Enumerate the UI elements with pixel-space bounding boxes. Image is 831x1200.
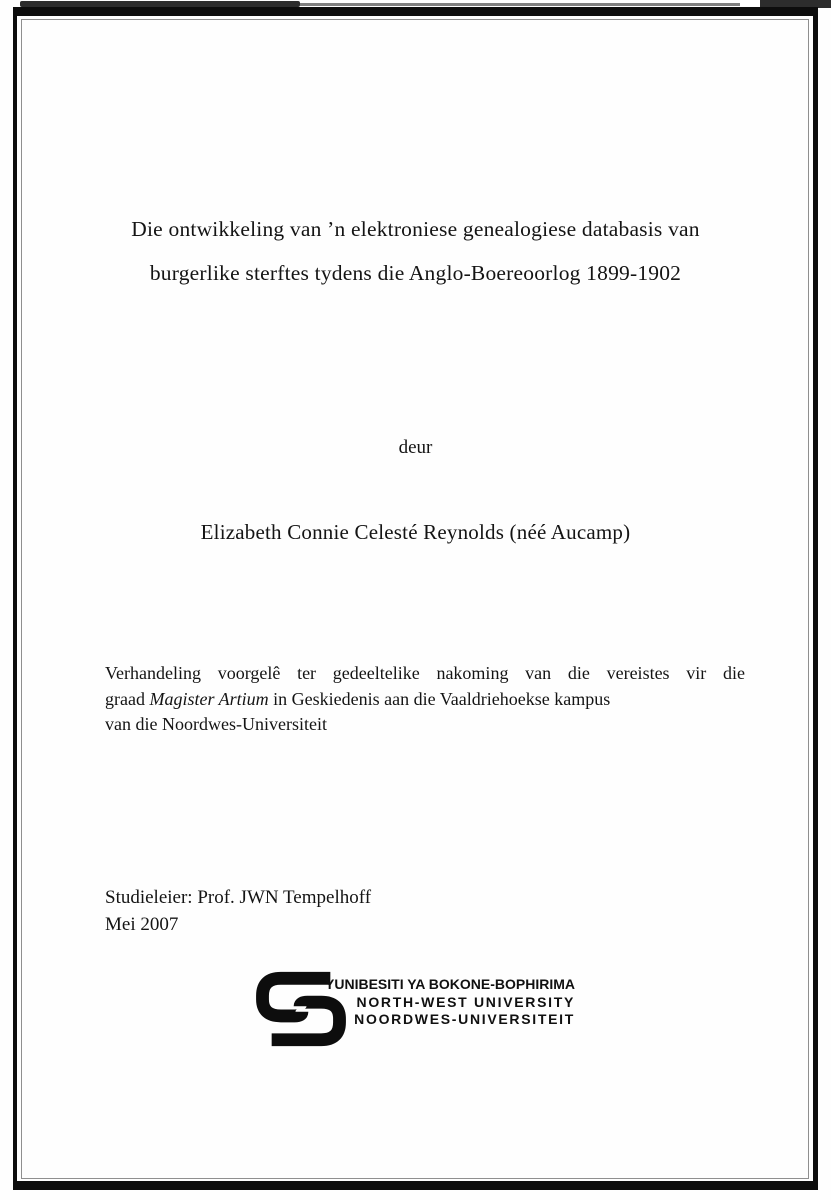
date-line: Mei 2007	[105, 914, 179, 935]
submission-degree-italic: Magister Artium	[149, 688, 269, 709]
logo-line-english: NORTH-WEST UNIVERSITY	[356, 993, 575, 1010]
thesis-title-line1: Die ontwikkeling van ’n elektroniese genealogiese databasis van	[131, 217, 700, 241]
submission-line2-suffix: in Geskiedenis aan die Vaaldriehoekse kampus	[268, 688, 611, 709]
submission-line3: van die Noordwes-Universiteit	[105, 714, 327, 734]
supervisor-line: Studieleier: Prof. JWN Tempelhoff	[105, 887, 372, 908]
supervisor-date-block	[105, 884, 371, 938]
logo-line-setswana: YUNIBESITI YA BOKONE-BOPHIRIMA	[325, 976, 575, 992]
submission-statement	[105, 661, 745, 738]
thesis-title-line2: burgerlike sterftes tydens die Anglo-Boereoorlog 1899-1902	[149, 261, 682, 285]
author-name: Elizabeth Connie Celesté Reynolds (néé Aucamp)	[200, 520, 631, 544]
scan-smudge	[300, 3, 740, 6]
submission-line2-prefix: graad	[105, 688, 150, 709]
submission-line1: Verhandeling voorgelê ter gedeeltelike nakoming van die vereistes vir die	[105, 663, 745, 683]
logo-line-afrikaans: NOORDWES-UNIVERSITEIT	[354, 1011, 575, 1028]
nwu-logo-wordmark	[317, 976, 575, 1029]
byline-deur: deur	[398, 437, 433, 458]
thesis-title	[60, 207, 771, 295]
submission-line2	[105, 687, 745, 713]
